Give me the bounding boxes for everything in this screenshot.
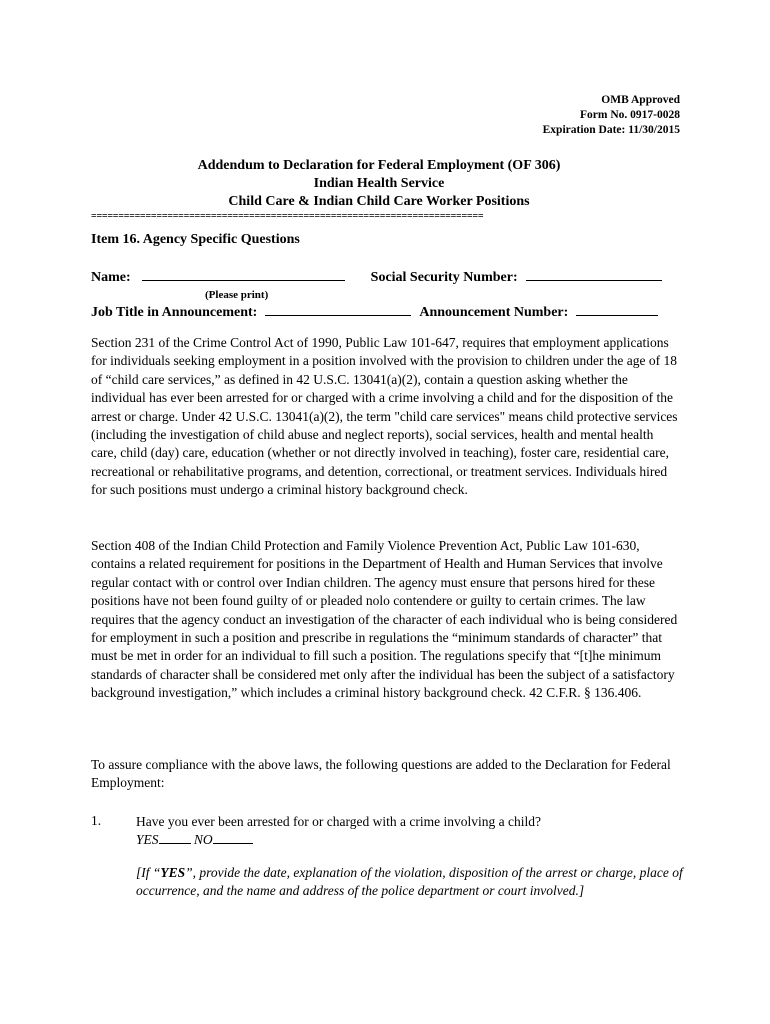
omb-approved-text: OMB Approved (601, 94, 680, 106)
instr-rest: ”, provide the date, explanation of the violation, disposition of the arrest or charge, place of occurrence, and the name and address of the police department or court involved.] (136, 865, 683, 899)
announcement-number-field[interactable] (576, 302, 658, 316)
job-title-field[interactable] (265, 302, 411, 316)
name-label: Name: (91, 270, 131, 285)
form-number: Form No. 0917-0028 (580, 109, 680, 121)
form-title-block (0, 157, 770, 211)
question-1-instructions (136, 864, 684, 901)
name-ssn-row (91, 267, 662, 286)
no-label: NO (193, 832, 213, 847)
question-1-text: Have you ever been arrested for or charged with a crime involving a child? (136, 814, 541, 829)
paragraph-compliance (91, 756, 681, 793)
agency-name: Indian Health Service (313, 176, 445, 191)
job-announcement-row (91, 302, 658, 321)
yes-label: YES (136, 832, 159, 847)
paragraph-3-text: To assure compliance with the above laws, the following questions are added to the Declaration for Federal Employment: (91, 757, 671, 791)
please-print-note: (Please print) (205, 289, 269, 301)
paragraph-2-text: Section 408 of the Indian Child Protection and Family Violence Prevention Act, Public Law 101-630, contains a related requirement for positions in the Department of Health and Human Services that involve regular contact with or control over Indian children. The agency must ensure that persons hired for these positions have not been found guilty of or pleaded nolo contendere or guilty to certain crimes. The law requires that the agency conduct an investigation of the character of each individual who is being considered for employment in such a position and prescribe in regulations the “minimum standards of character” that must be met in order for an individual to fill such a position. The regulations specify that “[t]he minimum standards of character shall be considered met only after the individual has been the subject of a satisfactory background investigation,” which includes a criminal history background check. 42 C.F.R. § 136.406. (91, 538, 678, 701)
yes-blank[interactable] (159, 831, 191, 844)
expiration-date: Expiration Date: 11/30/2015 (542, 124, 680, 136)
instr-prefix: [If “ (136, 865, 161, 880)
name-field[interactable] (142, 267, 345, 281)
form-title: Addendum to Declaration for Federal Employment (OF 306) (197, 158, 561, 173)
separator-line: ======================================================================== (91, 211, 484, 222)
ssn-label: Social Security Number: (370, 270, 518, 285)
question-1-number: 1. (91, 813, 102, 828)
section-heading: Item 16. Agency Specific Questions (91, 232, 300, 247)
paragraph-1-text: Section 231 of the Crime Control Act of 1990, Public Law 101-647, requires that employment applications for individuals seeking employment in a position involved with the provision to children under the age of 18 of “child care services,” as defined in 42 U.S.C. 13041(a)(2), contain a question asking whether the individual has ever been arrested for or charged with a crime involving a child and for the disposition of the arrest or charge. Under 42 U.S.C. 13041(a)(2), the term "child care services" means child protective services (including the investigation of child abuse and neglect reports), social services, health and mental health care, child (day) care, education (whether or not directly involved in teaching), foster care, residential care, recreational or rehabilitative programs, and detention, correctional, or treatment services. Individuals hired for such positions must undergo a criminal history background check. (91, 335, 678, 498)
job-title-label: Job Title in Announcement: (91, 305, 258, 320)
announcement-label: Announcement Number: (419, 305, 569, 320)
ssn-field[interactable] (526, 267, 662, 281)
no-blank[interactable] (213, 831, 253, 844)
omb-approval-block (543, 93, 680, 138)
paragraph-crime-control-act (91, 334, 681, 500)
paragraph-indian-child-protection (91, 537, 681, 703)
position-type: Child Care & Indian Child Care Worker Positions (228, 194, 530, 209)
question-1-answer (136, 831, 253, 848)
instr-yes: YES (160, 865, 186, 880)
